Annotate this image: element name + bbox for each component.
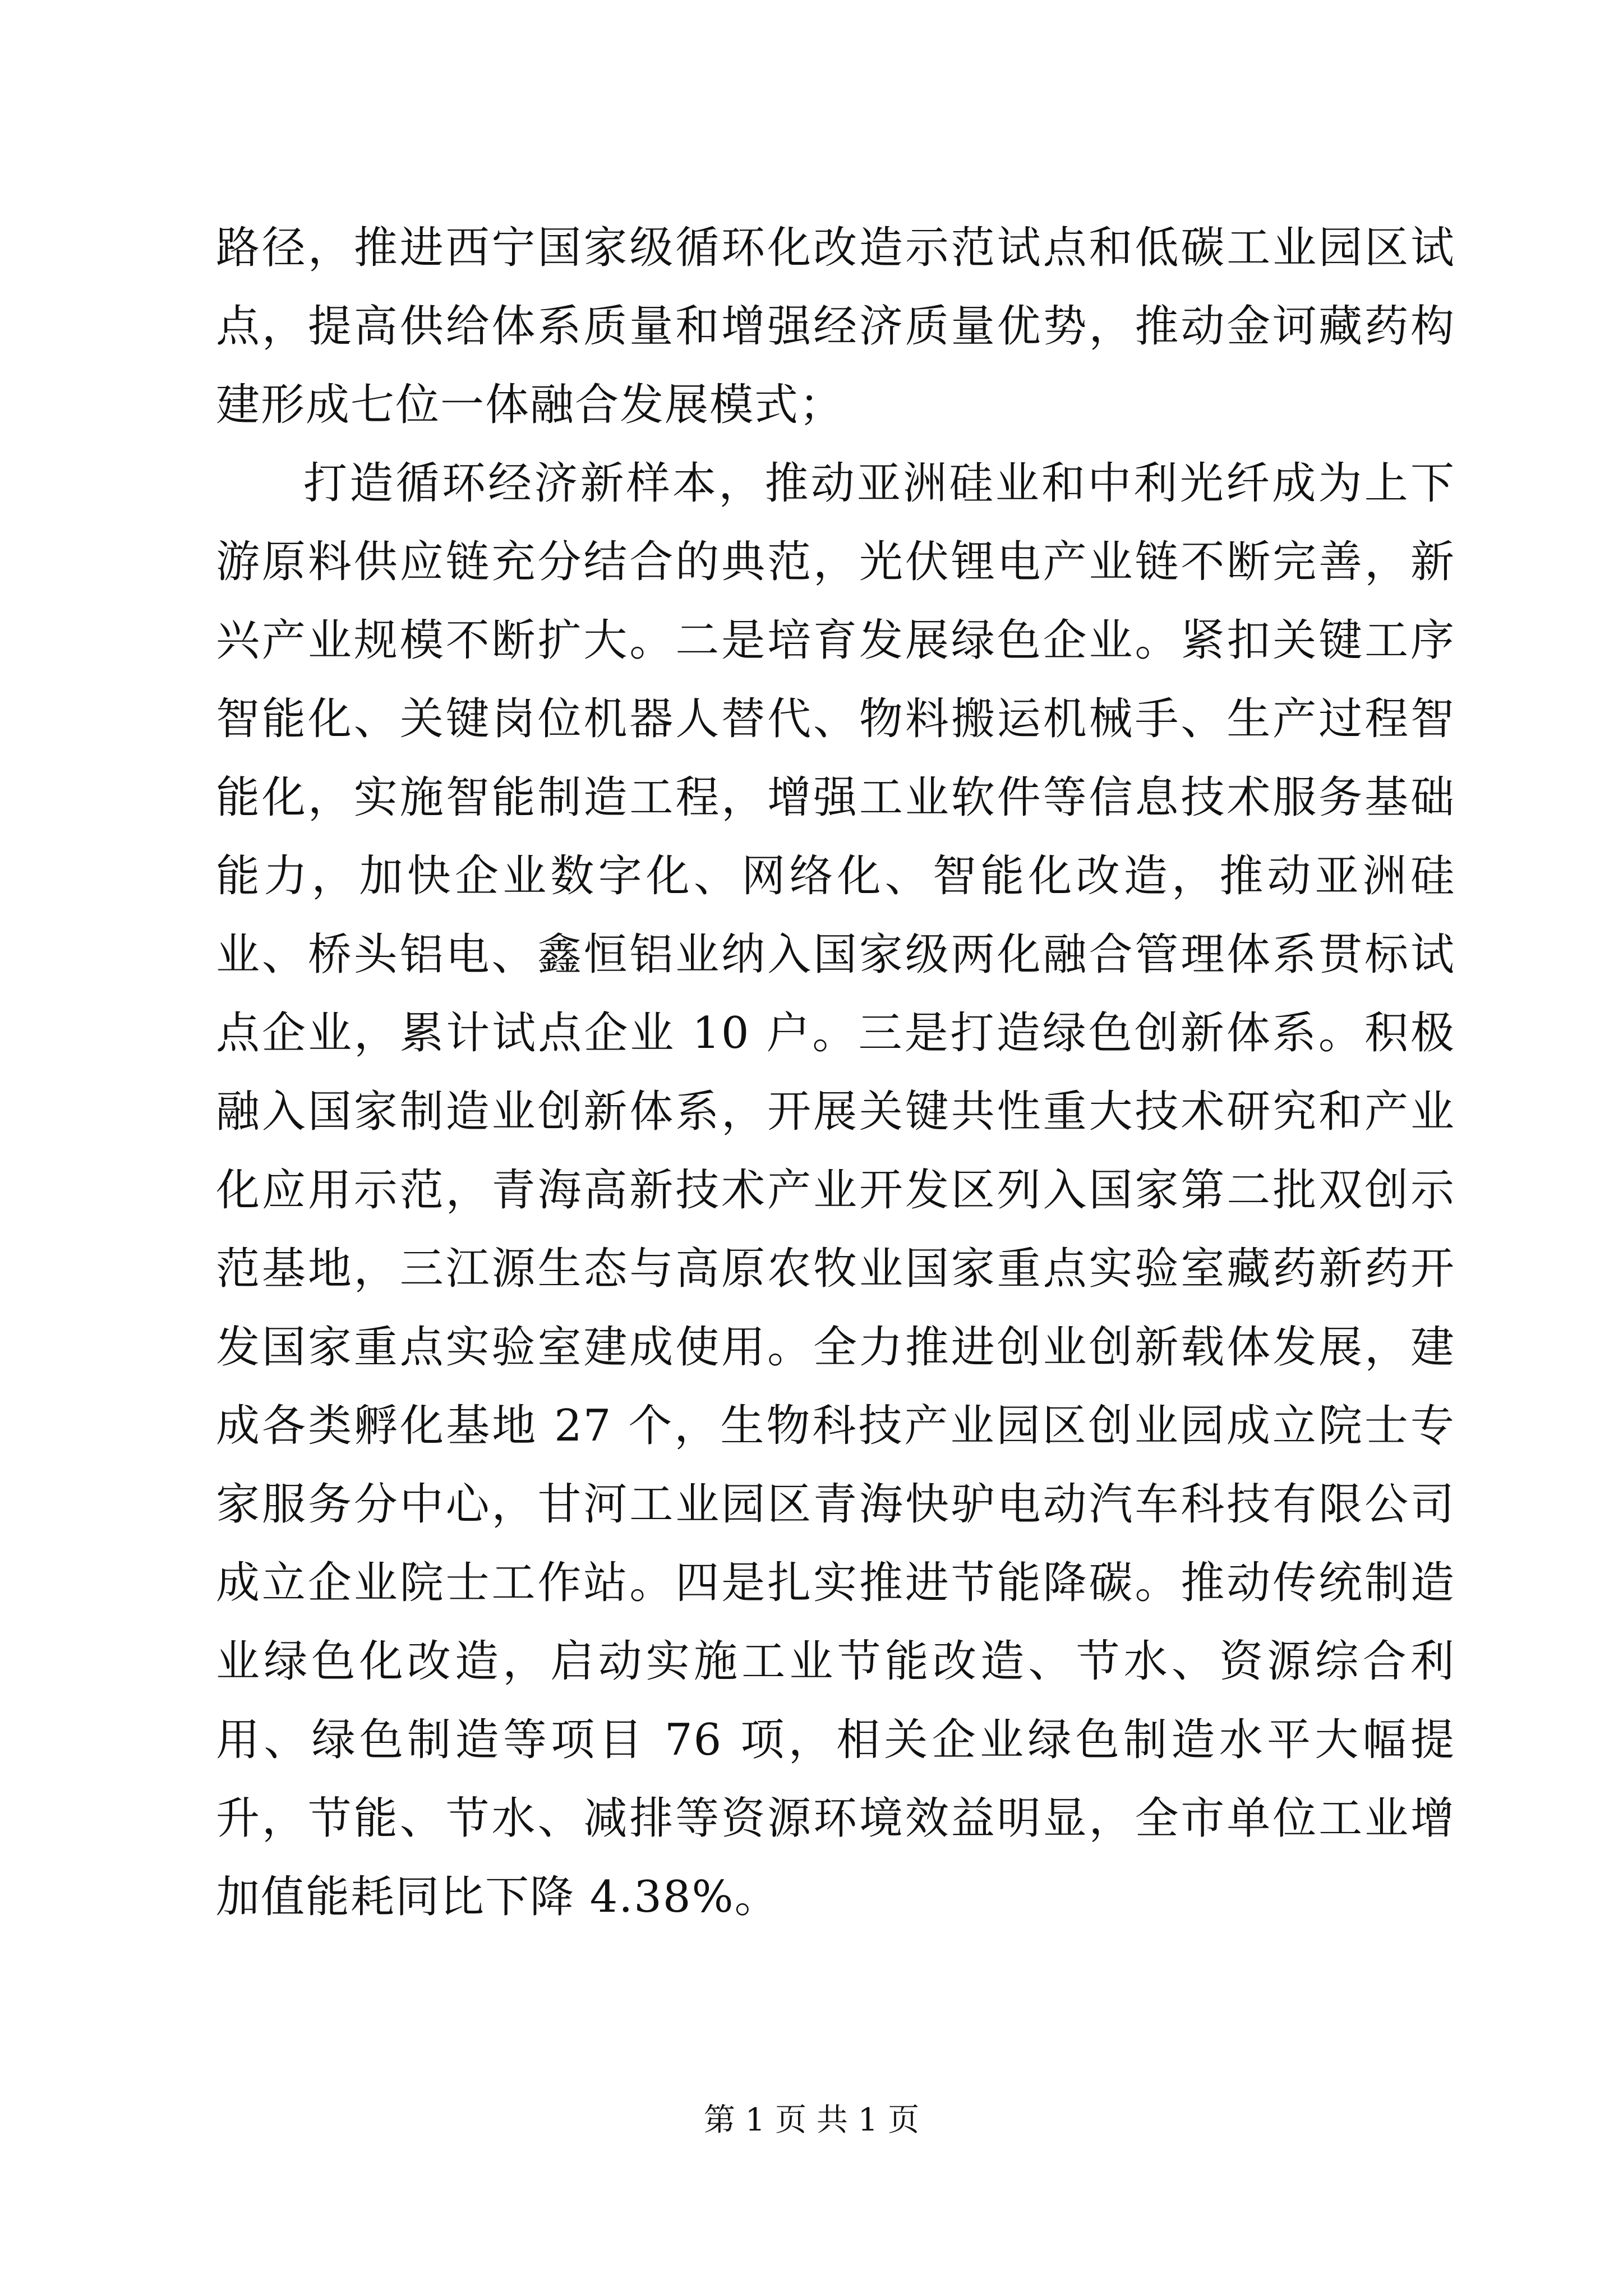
paragraph-continuation: 路径，推进西宁国家级循环化改造示范试点和低碳工业园区试点，提高供给体系质量和增强经济质量优势，推动金诃藏药构建形成七位一体融合发展模式； xyxy=(216,223,1455,430)
document-body xyxy=(216,209,1455,1936)
page-footer: 第 1 页 共 1 页 xyxy=(703,2102,920,2138)
paragraph-main: 打造循环经济新样本，推动亚洲硅业和中利光纤成为上下游原料供应链充分结合的典范，光伏锂电产业链不断完善，新兴产业规模不断扩大。二是培育发展绿色企业。紧扣关键工序智能化、关键岗位机器人替代、物料搬运机械手、生产过程智能化，实施智能制造工程，增强工业软件等信息技术服务基础能力，加快企业数字化、网络化、智能化改造，推动亚洲硅业、桥头铝电、鑫恒铝业纳入国家级两化融合管理体系贯标试点企业，累计试点企业 10 户。三是打造绿色创新体系。积极融入国家制造业创新体系，开展关键共性重大技术研究和产业化应用示范，青海高新技术产业开发区列入国家第二批双创示范基地，三江源生态与高原农牧业国家重点实验室藏药新药开发国家重点实验室建成使用。全力推进创业创新载体发展，建成各类孵化基地 27 个，生物科技产业园区创业园成立院士专家服务分中心，甘河工业园区青海快驴电动汽车科技有限公司成立企业院士工作站。四是扎实推进节能降碳。推动传统制造业绿色化改造，启动实施工业节能改造、节水、资源综合利用、绿色制造等项目 76 项，相关企业绿色制造水平大幅提升，节能、节水、减排等资源环境效益明显，全市单位工业增加值能耗同比下降 4.38%。 xyxy=(216,458,1455,1922)
